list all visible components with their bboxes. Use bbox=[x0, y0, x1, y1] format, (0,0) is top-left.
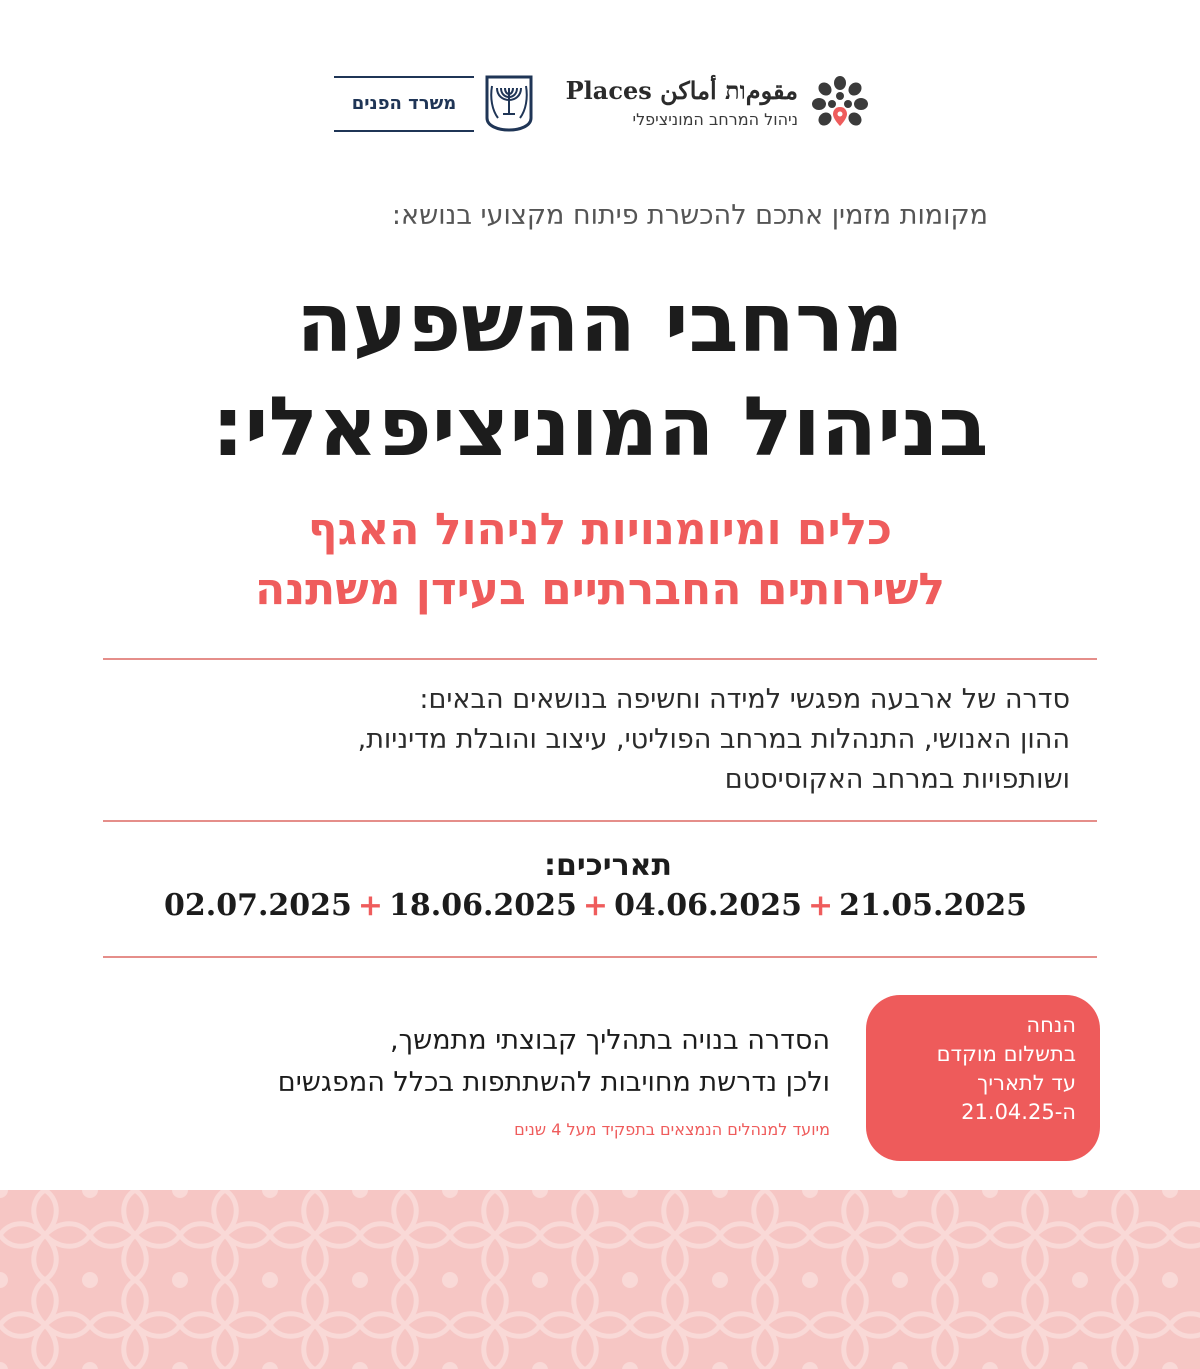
date-separator: + bbox=[807, 888, 834, 923]
ministry-name-box bbox=[334, 76, 474, 132]
series-line-3: ושותפויות במרחב האקוסיסטם bbox=[724, 764, 1070, 795]
series-line-2: ההון האנושי, התנהלות במרחב הפוליטי, עיצוב והובלת מדיניות, bbox=[357, 724, 1070, 755]
discount-line-4: ה-21.04.25 bbox=[961, 1100, 1076, 1124]
places-logo bbox=[565, 70, 870, 134]
date-item: 02.07.2025 bbox=[164, 888, 352, 923]
series-description bbox=[100, 680, 1070, 800]
dates-row bbox=[164, 888, 1027, 923]
places-logo-tagline: ניהול המרחב המוניציפלי bbox=[632, 110, 798, 129]
menorah-emblem-icon bbox=[484, 74, 534, 132]
divider bbox=[103, 658, 1097, 660]
subtitle-line-1: כלים ומיומנויות לניהול האגף bbox=[307, 504, 893, 555]
date-item: 21.05.2025 bbox=[839, 888, 1027, 923]
main-title-line-1: מרחבי ההשפעה bbox=[296, 276, 904, 371]
process-line-2: ולכן נדרשת מחויבות להשתתפות בכלל המפגשים bbox=[277, 1067, 830, 1098]
subtitle-line-2: לשירותים החברתיים בעידן משתנה bbox=[254, 564, 945, 615]
main-title-line-2: בניהול המוניציפאלי: bbox=[211, 380, 989, 475]
discount-line-2: בתשלום מוקדם bbox=[936, 1042, 1076, 1066]
ministry-logo bbox=[334, 72, 534, 136]
early-payment-discount-badge bbox=[866, 995, 1100, 1161]
main-title bbox=[60, 272, 1140, 480]
places-flower-icon bbox=[810, 74, 870, 134]
date-separator: + bbox=[582, 888, 609, 923]
process-line-1: הסדרה בנויה בתהליך קבוצתי מתמשך, bbox=[389, 1025, 830, 1056]
date-separator: + bbox=[357, 888, 384, 923]
audience-note: מיועד למנהלים הנמצאים בתפקיד מעל 4 שנים bbox=[514, 1120, 830, 1139]
dates-heading: תאריכים: bbox=[544, 848, 672, 883]
date-item: 18.06.2025 bbox=[389, 888, 577, 923]
ministry-name: משרד הפנים bbox=[351, 93, 457, 114]
date-item: 04.06.2025 bbox=[614, 888, 802, 923]
floral-pattern-icon bbox=[0, 1190, 1200, 1369]
divider bbox=[103, 956, 1097, 958]
places-logo-name: مقومות أماكن Places bbox=[565, 76, 798, 105]
decorative-pattern-band bbox=[0, 1190, 1200, 1369]
discount-line-3: עד לתאריך bbox=[977, 1071, 1076, 1095]
divider bbox=[103, 820, 1097, 822]
subtitle bbox=[60, 500, 1140, 620]
series-line-1: סדרה של ארבעה מפגשי למידה וחשיפה בנושאים הבאים: bbox=[419, 684, 1070, 715]
invite-line: מקומות מזמין אתכם להכשרת פיתוח מקצועי בנושא: bbox=[391, 200, 988, 231]
process-description bbox=[278, 1020, 830, 1104]
discount-line-1: הנחה bbox=[1026, 1013, 1076, 1037]
